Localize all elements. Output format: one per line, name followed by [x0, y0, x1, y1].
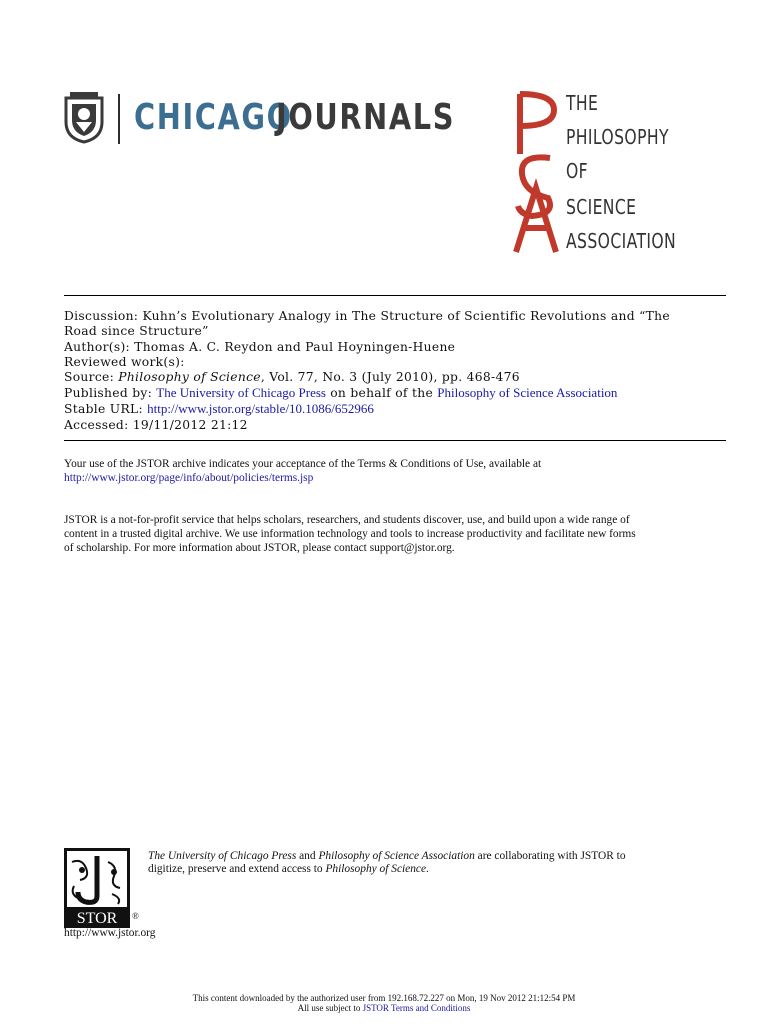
stable-url-link[interactable]: http://www.jstor.org/stable/10.1086/652966 [147, 401, 374, 416]
authors-line: Author(s): Thomas A. C. Reydon and Paul Hoyningen-Huene [64, 340, 456, 354]
publisher-link[interactable]: The University of Chicago Press [156, 385, 326, 400]
stable-url-line [64, 401, 374, 418]
middle-rule [64, 440, 726, 441]
about-line1: JSTOR is a not-for-profit service that helps scholars, researchers, and students discover, use, and build upon a wide range of [64, 514, 630, 526]
registered-mark: ® [132, 911, 139, 921]
terms-url-link[interactable]: http://www.jstor.org/page/info/about/policies/terms.jsp [64, 472, 314, 484]
psa-line-of: OF [566, 159, 589, 183]
source-details: , Vol. 77, No. 3 (July 2010), pp. 468-476 [260, 370, 520, 384]
terms-text: Your use of the JSTOR archive indicates your acceptance of the Terms & Conditions of Use, available at [64, 458, 542, 470]
source-label: Source: [64, 370, 119, 384]
top-rule [64, 295, 726, 296]
chicago-journals-logo [62, 88, 456, 152]
psa-line-philosophy: PHILOSOPHY [566, 125, 669, 149]
footer-terms-link[interactable]: JSTOR Terms and Conditions [362, 1003, 471, 1013]
download-notice: This content downloaded by the authorized user from 192.168.72.227 on Mon, 19 Nov 2012 21:12:54 PM [192, 993, 576, 1003]
psa-logo [510, 88, 700, 256]
about-line2: content in a trusted digital archive. We use information technology and tools to increase productivity and facilitate new forms [64, 528, 636, 540]
collab-journal: Philosophy of Science [325, 863, 427, 875]
journals-wordmark: JOURNALS [276, 97, 456, 138]
source-line [64, 370, 520, 386]
discussion-title-line1: Discussion: Kuhn’s Evolutionary Analogy in The Structure of Scientific Revolutions and “The [64, 309, 670, 323]
published-label: Published by: [64, 386, 157, 400]
collab-line2-end: . [426, 863, 429, 875]
logo-divider [118, 94, 120, 144]
on-behalf-text: on behalf of the [326, 386, 438, 400]
collab-association: Philosophy of Science Association [318, 850, 475, 862]
psa-line-association: ASSOCIATION [566, 229, 677, 253]
collab-line2-start: digitize, preserve and extend access to [148, 863, 326, 875]
jstor-logo[interactable] [64, 848, 130, 928]
discussion-title-line2: Road since Structure” [64, 324, 209, 338]
jstor-url[interactable]: http://www.jstor.org [64, 927, 156, 939]
published-by-line [64, 385, 617, 402]
psa-line-the: THE [566, 91, 599, 115]
reviewed-works-line: Reviewed work(s): [64, 355, 185, 369]
psa-monogram-icon [510, 88, 564, 256]
about-line3: of scholarship. For more information about JSTOR, please contact support@jstor.org. [64, 542, 455, 554]
collab-press: The University of Chicago Press [148, 850, 297, 862]
collab-and: and [296, 850, 319, 862]
university-seal-icon [62, 92, 106, 144]
psa-line-science: SCIENCE [566, 195, 637, 219]
stable-url-label: Stable URL: [64, 402, 148, 416]
jstor-logo-text: STOR [76, 910, 118, 927]
collab-line2 [148, 862, 728, 876]
terms-notice [0, 1003, 768, 1014]
chicago-wordmark: CHICAGO [134, 97, 293, 138]
terms-url-wrap [64, 471, 734, 485]
collab-line1 [148, 849, 728, 863]
accessed-line: Accessed: 19/11/2012 21:12 [64, 418, 248, 432]
association-link[interactable]: Philosophy of Science Association [437, 385, 618, 400]
jstor-emblem-icon [64, 848, 130, 928]
terms-notice-text: All use subject to [297, 1003, 363, 1013]
collab-rest: are collaborating with JSTOR to [474, 850, 626, 862]
source-journal: Philosophy of Science [118, 370, 261, 384]
